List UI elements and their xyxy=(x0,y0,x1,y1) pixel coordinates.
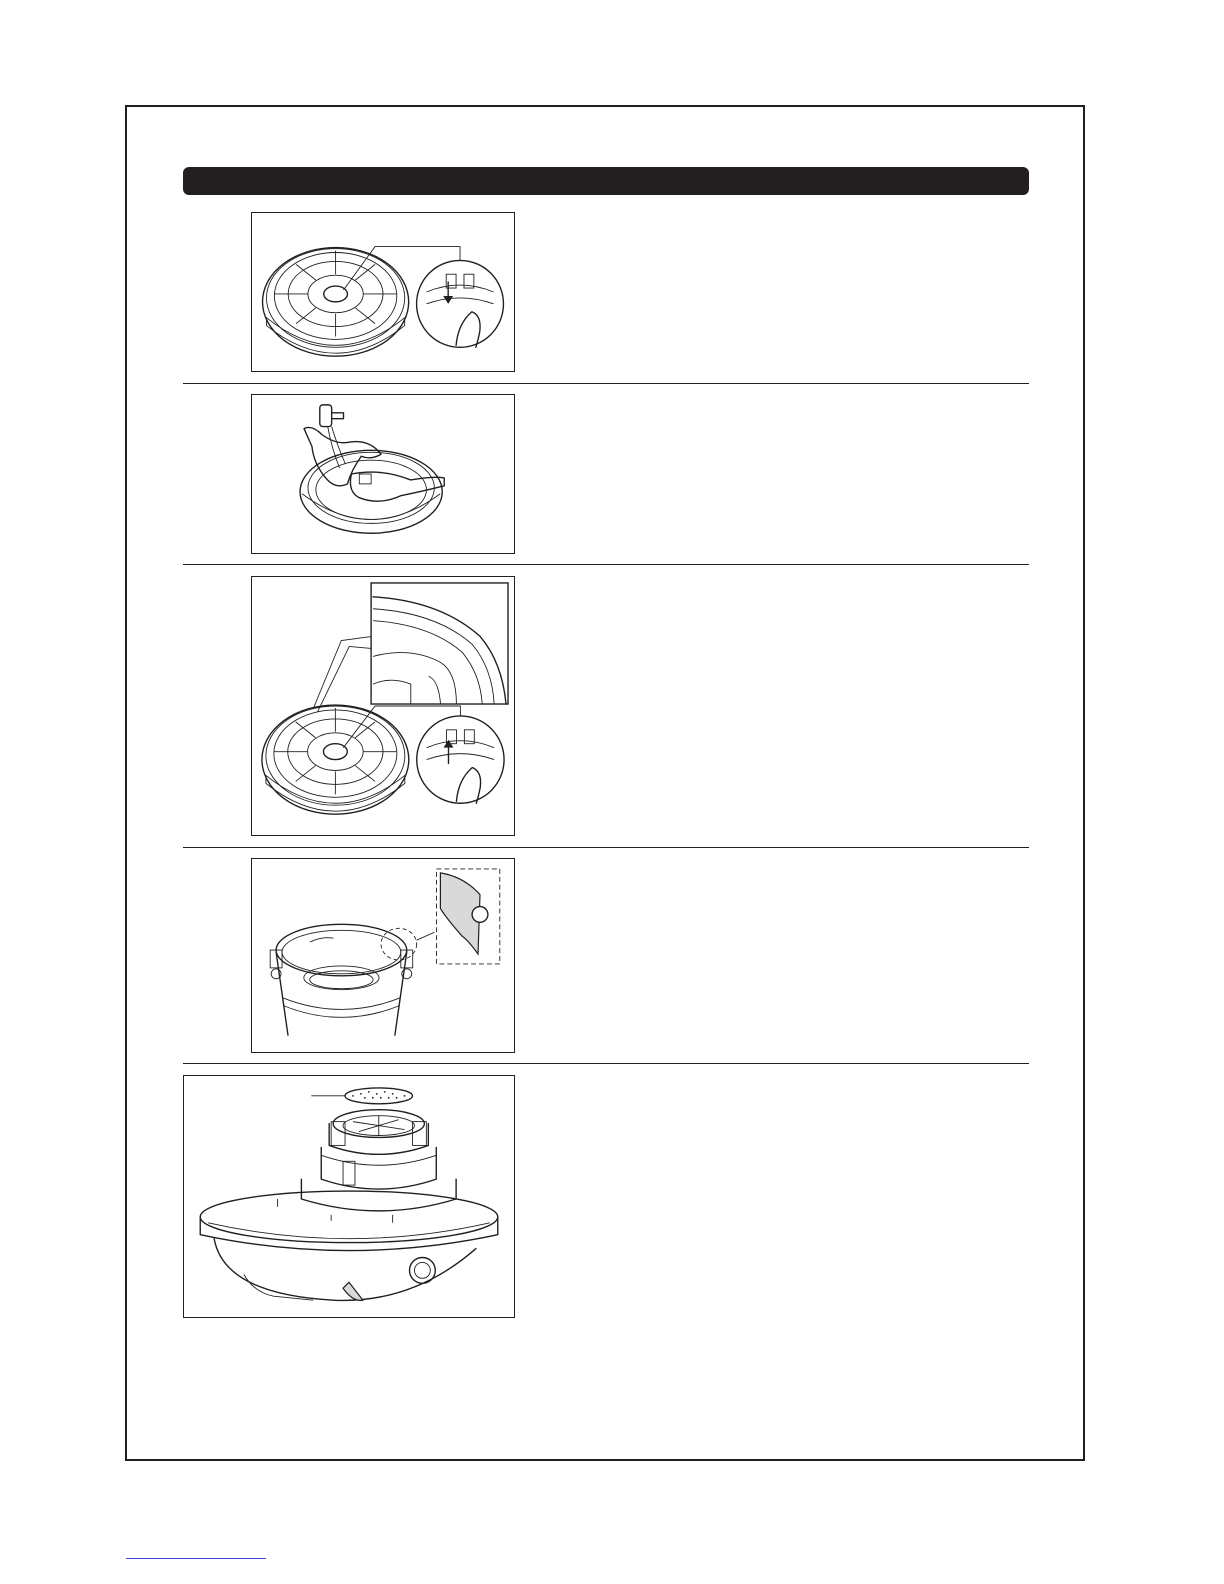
motor-filter-icon xyxy=(184,1076,514,1317)
filter-washing-icon xyxy=(252,395,514,553)
tank-gasket-icon xyxy=(252,859,514,1052)
step-divider-2 xyxy=(183,564,1029,565)
filter-unlock-icon xyxy=(252,213,514,371)
step-1-illustration xyxy=(251,212,515,372)
step-divider-3 xyxy=(183,847,1029,848)
filter-lock-icon xyxy=(252,577,514,835)
step-divider-1 xyxy=(183,383,1029,384)
footer-rule xyxy=(126,1558,266,1559)
step-5-illustration xyxy=(183,1075,515,1318)
section-header-bar xyxy=(183,167,1029,195)
step-divider-4 xyxy=(183,1063,1029,1064)
step-3-illustration xyxy=(251,576,515,836)
step-2-illustration xyxy=(251,394,515,554)
step-4-illustration xyxy=(251,858,515,1053)
